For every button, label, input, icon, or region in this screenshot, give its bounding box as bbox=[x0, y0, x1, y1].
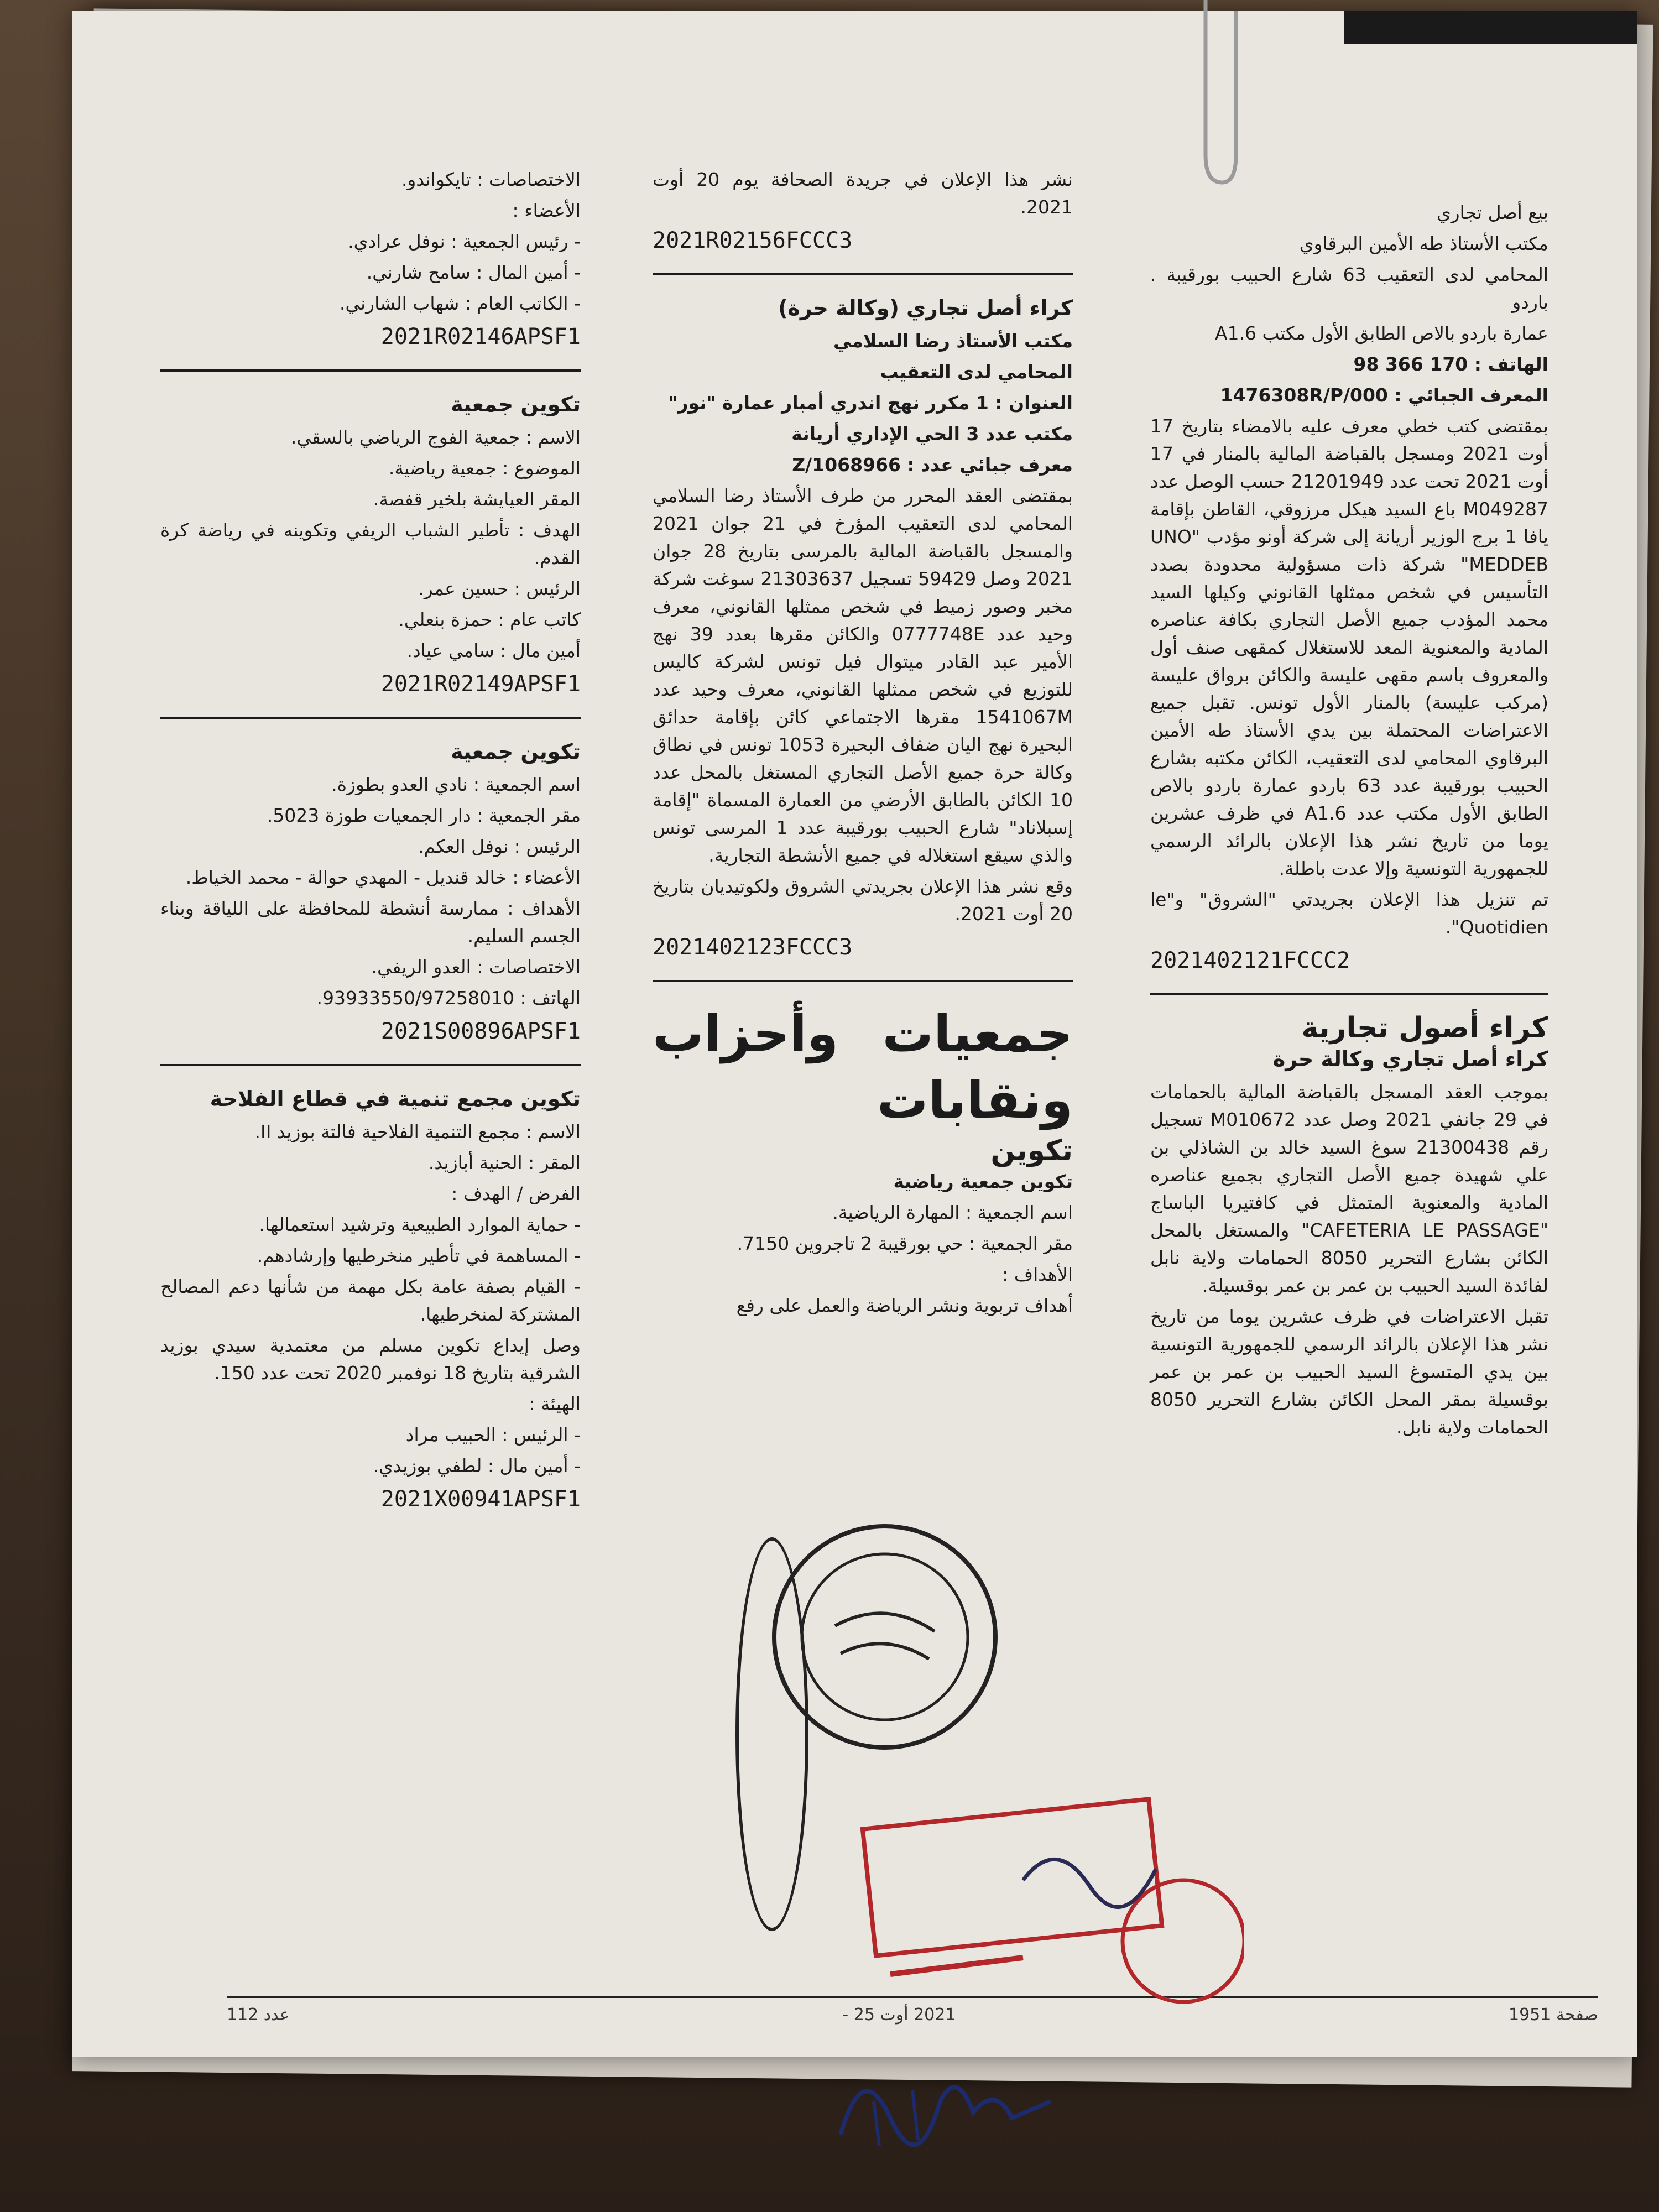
notice-line: المقر : الحنية أبازيد. bbox=[428, 1152, 581, 1173]
divider bbox=[160, 717, 581, 719]
association-seat: مقر الجمعية : حي بورقيبة 2 تاجروين 7150. bbox=[737, 1233, 1073, 1254]
column-right bbox=[1150, 199, 1548, 1444]
notice-line: أمين مال : سامي عياد. bbox=[406, 640, 581, 661]
notice-reference-code: 2021X00941APSF1 bbox=[380, 1486, 581, 1512]
publication-note: نشر هذا الإعلان في جريدة الصحافة يوم 20 أوت 2021. bbox=[653, 169, 1073, 218]
notice-title: كراء أصل تجاري وكالة حرة bbox=[1272, 1047, 1548, 1071]
divider bbox=[653, 273, 1073, 275]
notice-line: - أمين مال : لطفي بوزيدي. bbox=[373, 1455, 581, 1477]
notice-tax-id: المعرف الجبائي : 1476308R/P/000 bbox=[1220, 384, 1548, 406]
notice-office-number: مكتب عدد 3 الحي الإداري أريانة bbox=[791, 423, 1073, 445]
notice-line: مقر الجمعية : دار الجمعيات طوزة 5023. bbox=[267, 805, 581, 826]
notice-phone: الهاتف : 170 366 98 bbox=[1353, 353, 1548, 375]
notice-title: تكوين مجمع تنمية في قطاع الفلاحة bbox=[210, 1087, 581, 1111]
divider bbox=[160, 1064, 581, 1066]
scan-dark-edge bbox=[1344, 11, 1637, 44]
notice-line: - القيام بصفة عامة بكل مهمة من شأنها دعم المصالح المشتركة لمنخرطيها. bbox=[160, 1276, 581, 1325]
notice-office: مكتب الأستاذ رضا السلامي bbox=[833, 330, 1073, 352]
notice-title: تكوين جمعية bbox=[451, 392, 581, 416]
divider bbox=[160, 369, 581, 372]
notice-line: الأعضاء : خالد قنديل - المهدي حوالة - محمد الخياط. bbox=[185, 867, 581, 888]
notice-line: الأهداف : ممارسة أنشطة للمحافظة على اللياقة وبناء الجسم السليم. bbox=[160, 898, 581, 947]
notice-line: الهدف : تأطير الشباب الريفي وتكوينه في رياضة كرة القدم. bbox=[160, 519, 581, 568]
notice-line: - الرئيس : الحبيب مراد bbox=[405, 1424, 581, 1446]
notice-line: الاسم : جمعية الفوج الرياضي بالسقي. bbox=[290, 426, 581, 448]
notice-line: الهيئة : bbox=[529, 1393, 581, 1415]
association-goals-label: الأهداف : bbox=[1002, 1264, 1073, 1285]
notice-publication-note: وقع نشر هذا الإعلان بجريدتي الشروق ولكوتيديان بتاريخ 20 أوت 2021. bbox=[653, 875, 1073, 925]
column-middle bbox=[653, 166, 1073, 1323]
red-stamp-icon bbox=[857, 1792, 1244, 2024]
association-name: اسم الجمعية : المهارة الرياضية. bbox=[832, 1202, 1073, 1223]
notice-reference-code: 2021R02146APSF1 bbox=[380, 324, 581, 349]
notice-address-line: عمارة باردو بالاص الطابق الأول مكتب A1.6 bbox=[1214, 322, 1548, 344]
notice-heading-line: بيع أصل تجاري bbox=[1436, 202, 1548, 223]
notice-office-line: مكتب الأستاذ طه الأمين البرقاوي bbox=[1299, 233, 1548, 254]
page-number: صفحة 1951 bbox=[1509, 2005, 1598, 2025]
notice-line: الاختصاصات : تايكواندو. bbox=[401, 169, 581, 190]
notice-tax-id: معرف جبائي عدد : 1068966/Z bbox=[792, 454, 1073, 476]
notice-line: الاختصاصات : العدو الريفي. bbox=[371, 956, 581, 978]
notice-line: وصل إيداع تكوين مسلم من معتمدية سيدي بوزيد الشرقية بتاريخ 18 نوفمبر 2020 تحت عدد 150. bbox=[160, 1334, 581, 1384]
section-title: كراء أصول تجارية bbox=[1301, 1011, 1548, 1045]
notice-reference-code: 2021R02156FCCC3 bbox=[653, 228, 853, 253]
divider bbox=[1150, 993, 1548, 995]
notice-body: بمقتضى العقد المحرر من طرف الأستاذ رضا السلامي المحامي لدى التعقيب المؤرخ في 21 جوان 2021 والمسجل بالقباضة المالية بالمرسى بتاريخ 28 جوان 2021 وصل 59429 تسجيل 21303637 سوغت شركة مخبر وصور زميط في شخص ممثلها القانوني، معرف وحيد عدد 0777748E والكائن مقرها بعدد 39 نهج الأمير عبد القادر ميتوال فيل تونس لشركة كاليس للتوزيع في شخص ممثلها القانوني، معرف وحيد عدد 1541067M مقرها الاجتماعي كائن بإقامة حدائق البحيرة نهج اليان ضفاف البحيرة 1053 تونس في نطاق وكالة حرة جميع الأصل التجاري المستغل بالمحل عدد 10 الكائن بالطابق الأرضي من العمارة المسماة "إقامة إسبلاناد" شارع الحبيب بورقيبة عدد 1 المرسى تونس والذي سيقع استغلاله في جميع الأنشطة التجارية. bbox=[653, 485, 1073, 866]
notice-line: الرئيس : حسين عمر. bbox=[418, 578, 581, 599]
notice-line: كاتب عام : حمزة بنعلي. bbox=[398, 609, 581, 630]
notice-reference-code: 2021402123FCCC3 bbox=[653, 935, 853, 960]
column-left bbox=[160, 166, 581, 1519]
notice-reference-code: 2021S00896APSF1 bbox=[380, 1019, 581, 1044]
issue-number: عدد 112 bbox=[227, 2005, 290, 2025]
signature-icon bbox=[830, 2035, 1106, 2157]
gazette-page bbox=[72, 11, 1637, 2057]
notice-line: - رئيس الجمعية : نوفل عرادي. bbox=[348, 231, 581, 252]
footer-date: 2021 أوت 25 - bbox=[842, 2005, 956, 2025]
notice-publication-note: تم تنزيل هذا الإعلان بجريدتي "الشروق" و"le Quotidien". bbox=[1150, 889, 1548, 938]
notice-line: - الكاتب العام : شهاب الشارني. bbox=[339, 293, 581, 314]
notice-body: بمقتضى كتب خطي معرف عليه بالامضاء بتاريخ 17 أوت 2021 ومسجل بالقباضة المالية بالمنار في 17 أوت 2021 تحت عدد 21201949 حسب الوصل عدد M049287 باع السيد هيكل مرزوقي، القاطن بإقامة يافا 1 برج الوزير أريانة إلى شركة أونو مؤدب "UNO MEDDEB" شركة ذات مسؤولية محدودة بصدد التأسيس في شخص ممثلها القانوني وكيلها السيد محمد المؤدب جميع الأصل التجاري بكافة عناصره المادية والمعنوية المعد للاستغلال كمقهى صنف أول والمعروف باسم مقهى عليسة والكائن برواق عليسة (مركب عليسة) بالمنار الأول تونس. تقبل جميع الاعتراضات المحتملة بين يدي الأستاذ طه الأمين البرقاوي المحامي لدى التعقيب، الكائن مكتبه بشارع الحبيب بورقيبة عدد 63 باردو عمارة باردو بالاص الطابق الأول مكتب عدد A1.6 في ظرف عشرين يوما من تاريخ نشر هذا الإعلان بالرائد الرسمي للجمهورية التونسية وإلا عدت باطلة. bbox=[1150, 415, 1549, 879]
notice-title: تكوين جمعية رياضية bbox=[893, 1171, 1073, 1192]
notice-line: - حماية الموارد الطبيعية وترشيد استعمالها. bbox=[259, 1214, 581, 1235]
notice-body: بموجب العقد المسجل بالقباضة المالية بالحمامات في 29 جانفي 2021 وصل عدد M010672 تسجيل رقم 21300438 سوغ السيد خالد بن الشاذلي بن علي شهيدة جميع الأصل التجاري بجميع عناصره المادية والمعنوية المتمثل في كافتيريا الباساج "CAFETERIA LE PASSAGE" والمستغل بالمحل الكائن بشارع التحرير 8050 الحمامات ولاية نابل لفائدة السيد الحبيب بن عمر بن عمر بوقسيلة. bbox=[1150, 1081, 1549, 1296]
notice-line: - أمين المال : سامح شارني. bbox=[366, 262, 581, 283]
notice-line: الموضوع : جمعية رياضية. bbox=[388, 457, 581, 479]
notice-title: كراء أصل تجاري (وكالة حرة) bbox=[778, 296, 1073, 320]
section-heading-associations: جمعيات وأحزاب ونقابات bbox=[653, 1004, 1073, 1130]
notice-line: - المساهمة في تأطير منخرطيها وإرشادهم. bbox=[257, 1245, 581, 1266]
notice-reference-code: 2021R02149APSF1 bbox=[380, 671, 581, 697]
notice-lawyer-line: المحامي لدى التعقيب 63 شارع الحبيب بورقيبة . باردو bbox=[1150, 264, 1548, 313]
notice-body-objections: تقبل الاعتراضات في ظرف عشرين يوما من تاريخ نشر هذا الإعلان بالرائد الرسمي للجمهورية التونسية بين يدي المتسوغ السيد الحبيب بن عمر بن عمر بوقسيلة بمقر المحل الكائن بشارع التحرير 8050 الحمامات ولاية نابل. bbox=[1150, 1306, 1548, 1438]
notice-reference-code: 2021402121FCCC2 bbox=[1150, 948, 1350, 973]
notice-line: الأعضاء : bbox=[512, 200, 581, 221]
circular-stamp-icon bbox=[769, 1521, 1001, 1753]
notice-lawyer: المحامي لدى التعقيب bbox=[880, 361, 1073, 383]
notice-line: الاسم : مجمع التنمية الفلاحية فالتة بوزيد II. bbox=[254, 1121, 581, 1142]
notice-address: العنوان : 1 مكرر نهج اندري أمبار عمارة "نور" bbox=[668, 392, 1073, 414]
notice-line: المقر العيايشة بلخير قفصة. bbox=[373, 488, 581, 510]
association-goals: أهداف تربوية ونشر الرياضة والعمل على رفع bbox=[736, 1295, 1073, 1316]
divider bbox=[653, 980, 1073, 982]
notice-line: الهاتف : 93933550/97258010. bbox=[316, 987, 581, 1009]
notice-line: اسم الجمعية : نادي العدو بطوزة. bbox=[331, 774, 581, 795]
notice-line: الفرض / الهدف : bbox=[451, 1183, 581, 1204]
notice-title: تكوين جمعية bbox=[451, 739, 581, 764]
section-subheading: تكوين bbox=[990, 1134, 1073, 1167]
paperclip-icon bbox=[1189, 0, 1239, 188]
notice-line: الرئيس : نوفل العكم. bbox=[418, 836, 581, 857]
